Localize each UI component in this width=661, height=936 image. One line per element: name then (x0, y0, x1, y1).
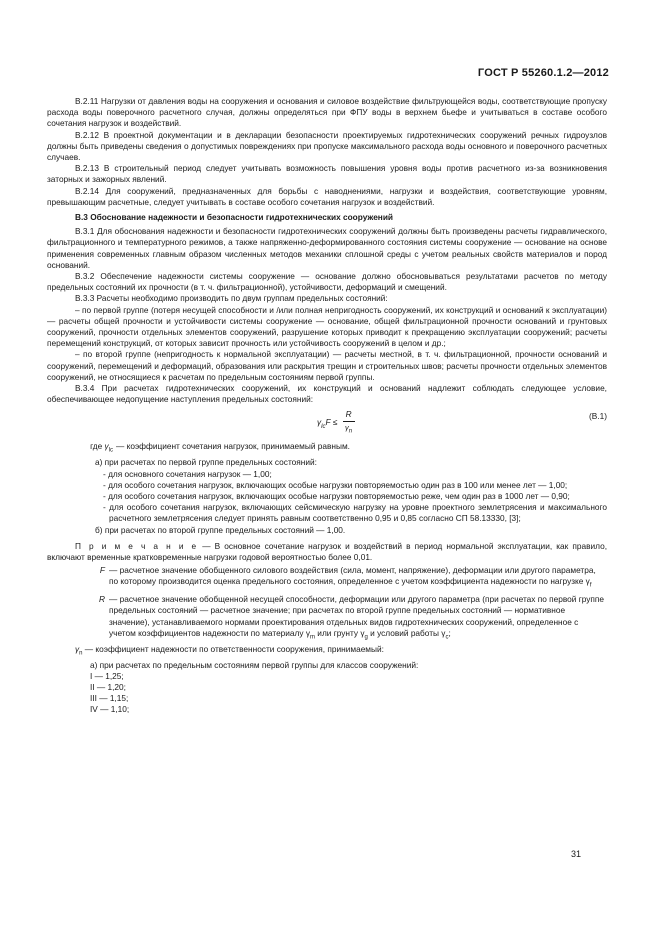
formula-den-sub: n (348, 428, 353, 435)
where-gamma: γ (104, 441, 109, 452)
note-text: — В основное сочетание нагрузок и воздействий в период нормальной эксплуатации, как правило, включают временные кратковременные нагрузки годовой вероятностью более 0,01. (47, 540, 607, 562)
def-f-sub: f (589, 583, 592, 590)
definition-gamma-n (47, 644, 607, 660)
definition-r (47, 594, 607, 643)
def-r-c: c (445, 634, 449, 641)
formula-gamma-sub: lc (321, 424, 326, 431)
def-r-g: g (364, 634, 368, 641)
item-a-1: - для основного сочетания нагрузок — 1,00; (103, 468, 272, 479)
paragraph-b-3-1: В.3.1 Для обоснования надежности и безопасности гидротехнических сооружений должны быть произведены расчеты гидравлического, фильтрационного и температурного режимов, а также напряженно-деформированного состояния системы сооружение — основание на основе применения современных главным образом численных методов механики сплошной среды с учетом реальных свойств материалов и пород оснований. (47, 226, 607, 270)
formula-den-gamma: γ (345, 422, 349, 432)
class-item-1: I — 1,25; (90, 670, 124, 681)
def-f-symbol: F (99, 565, 105, 576)
paragraph-b-2-14: В.2.14 Для сооружений, предназначенных для борьбы с наводнениями, нагрузки и воздействия, соответствующие уровням, превышающим расчетные, следует учитывать в составе особого сочетания нагрузок и воздействий. (47, 185, 607, 207)
paragraph-b-2-13: В.2.13 В строительный период следует учитывать возможность повышения уровня воды против расчетного из-за возникновения заторных и зажорных явлений. (47, 163, 607, 185)
definition-f (47, 565, 607, 592)
item-a-2: - для особого сочетания нагрузок, включающих особые нагрузки повторяемостью один раз в 100 или менее лет — 1,00; (103, 479, 568, 490)
where-label (47, 441, 116, 457)
definition-f-label (47, 565, 109, 592)
paragraph-b-2-12: В.2.12 В проектной документации и в декларации безопасности проектируемых гидротехнических сооружений речных гидроузлов должны быть приведены сведения о допустимых повреждениях при пропуске максимального расхода воды основного и поверочного расчетных случаев. (47, 129, 607, 163)
note (47, 541, 607, 563)
item-a: а) при расчетах по первой группе предельных состояний: (95, 457, 317, 468)
definition-f-text (109, 565, 607, 592)
def-r-m: m (310, 634, 315, 641)
where-definition: — коэффициент сочетания нагрузок, принимаемый равным. (116, 441, 350, 452)
def-gn-gamma: γ (75, 643, 80, 654)
item-b: б) при расчетах по второй группе предельных состояний — 1,00. (95, 524, 346, 535)
def-r-end: и условий работы γ (367, 627, 446, 638)
document-body (47, 96, 607, 716)
definition-r-label (47, 594, 109, 643)
where-gamma-sub: lc (108, 448, 113, 455)
where-lead: где (90, 441, 103, 452)
paragraph-b-3-3: В.3.3 Расчеты необходимо производить по двум группам предельных состояний: (75, 293, 388, 304)
def-gn-text: — коэффициент надежности по ответственности сооружения, принимаемый: (82, 643, 384, 654)
classes-heading: а) при расчетах по предельным состояниям первой группы для классов сооружений: (90, 659, 419, 670)
definition-r-text (109, 594, 607, 643)
formula-numerator: R (343, 409, 355, 421)
def-r-mid: или грунту γ (315, 627, 365, 638)
formula-expression (317, 409, 355, 437)
class-item-2: II — 1,20; (90, 681, 126, 692)
paragraph-b-3-2: В.3.2 Обеспечение надежности системы сооружение — основание должно обосновываться результатами расчетов по методу предельных состояний их прочности (в т. ч. фильтрационной), устойчивости, деформаций и смещений. (47, 271, 607, 293)
formula-gamma: γ (317, 417, 322, 428)
def-r-semicolon: ; (448, 627, 451, 638)
formula-fraction (343, 409, 355, 437)
formula-number: (В.1) (589, 411, 607, 422)
paragraph-b-2-11: В.2.11 Нагрузки от давления воды на сооружения и основания и силовое воздействие фильтрующейся воды, соответствующие пропуску расхода воды поверочного расчетного случая, должны определяться при ФПУ воды в верхнем бьефе и учитываться в составе особого сочетания нагрузок и воздействий. (47, 96, 607, 129)
section-heading-b-3: В.3 Обоснование надежности и безопасности гидротехнических сооружений (75, 212, 394, 223)
def-gn-sub: n (79, 650, 83, 657)
formula-denominator (343, 422, 355, 438)
class-item-3: III — 1,15; (90, 693, 129, 704)
paragraph-b-3-4: В.3.4 При расчетах гидротехнических сооружений, их конструкций и оснований надлежит соблюдать следующее условие, обеспечивающее недопущение наступления предельных состояний: (47, 383, 607, 405)
def-r-symbol: R (99, 594, 105, 605)
list-item-first-group: – по первой группе (потеря несущей способности и /или полная непригодность сооружений, их конструкций и оснований к эксплуатации) — расчеты общей прочности и устойчивости системы сооружение — основание, общей фильтрационной прочности оснований и грунтовых сооружений, прочности отдельных элементов сооружений, разрушение которых приводит к прекращению эксплуатации сооружений; расчеты перемещений конструкций, от которых зависит прочность или устойчивость сооружений в целом и др.; (47, 304, 607, 349)
class-item-4: IV — 1,10; (90, 704, 130, 715)
def-f-body: — расчетное значение обобщенного силового воздействия (сила, момент, напряжение), деформации или другого параметра, по которому производится оценка предельного состояния, определенное с учетом коэффициента надежности по нагрузке γ (109, 565, 596, 587)
list-item-second-group: – по второй группе (непригодность к нормальной эксплуатации) — расчеты местной, в т. ч. фильтрационной, прочности оснований и сооружений, перемещений и деформаций, образования или раскрытия трещин и строительных швов; расчеты прочности отдельных элементов сооружений, не относящиеся к расчетам по предельным состояниям первой группы. (47, 349, 607, 382)
where-clause (47, 441, 607, 457)
item-a-3: - для особого сочетания нагрузок, включающих особые нагрузки повторяемостью реже, чем один раз в 1000 лет — 0,90; (103, 490, 570, 501)
document-code: ГОСТ Р 55260.1.2—2012 (477, 67, 609, 79)
formula-b-1 (47, 405, 607, 439)
note-label: П р и м е ч а н и е (75, 540, 199, 551)
item-a-4: - для особого сочетания нагрузок, включающих сейсмическую нагрузку на уровне проектного землетрясения и максимального расчетного землетрясения следует принять равным соответственно 0,95 и 0,85 согласно СП 58.13330, [3]; (103, 502, 607, 524)
def-r-body: — расчетное значение обобщенной несущей способности, деформации или другого параметра (при расчетах по первой группе предельных состояний — расчетное значение; при расчетах по второй группе предельных состояний — нормативное значение), устанавливаемого нормами проектирования отдельных видов гидротехнических сооружений, определенное с учетом коэффициентов надежности по материалу γ (109, 594, 605, 638)
page-number: 31 (570, 849, 581, 859)
formula-lhs: F ≤ (325, 417, 338, 428)
